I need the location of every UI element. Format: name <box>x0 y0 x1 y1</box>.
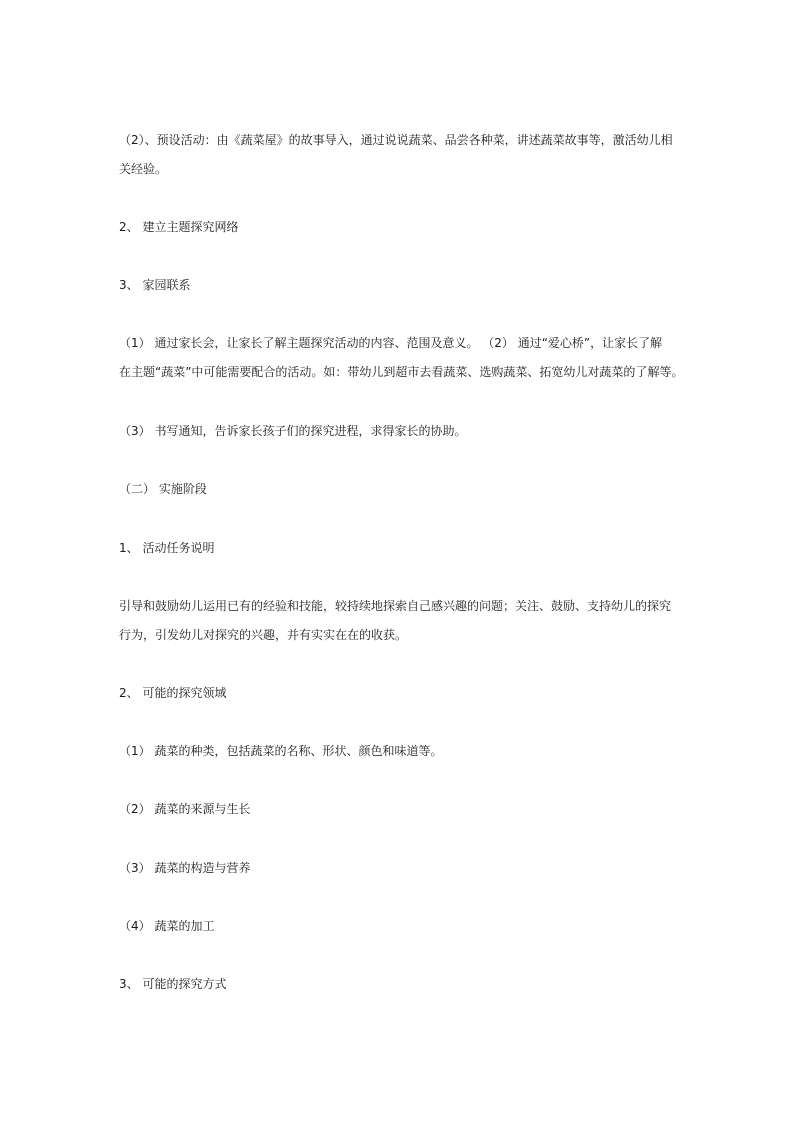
heading-exploration-areas <box>119 679 679 708</box>
text-line: 2、 可能的探究领域 <box>119 686 227 700</box>
text-line: （2） 蔬菜的来源与生长 <box>119 802 251 816</box>
text-line: （3） 书写通知，告诉家长孩子们的探究进程，求得家长的协助。 <box>119 424 467 438</box>
text-line: （1） 蔬菜的种类，包括蔬菜的名称、形状、颜色和味道等。 <box>119 744 443 758</box>
list-item-processing <box>119 912 679 941</box>
text-line: （1） 通过家长会，让家长了解主题探究活动的内容、范围及意义。 （2） 通过“爱心桥”，让家长了解 <box>119 336 663 350</box>
heading-implementation-stage <box>119 475 679 504</box>
text-line: 引导和鼓励幼儿运用已有的经验和技能，较持续地探索自己感兴趣的问题；关注、鼓励、支持幼儿的探究 <box>119 599 672 613</box>
heading-build-network <box>119 213 679 242</box>
text-line: （2）、预设活动：由《蔬菜屋》的故事导入，通过说说蔬菜、品尝各种菜，讲述蔬菜故事等，激活幼儿相 <box>119 133 673 147</box>
text-line: （3） 蔬菜的构造与营养 <box>119 861 251 875</box>
list-item-origin-growth <box>119 795 679 824</box>
paragraph-guidance <box>119 592 679 650</box>
text-line: 关经验。 <box>119 162 168 176</box>
paragraph-preset-activity <box>119 126 679 184</box>
text-line: （二） 实施阶段 <box>119 482 207 496</box>
heading-task-description <box>119 534 679 563</box>
list-item-vegetable-types <box>119 737 679 766</box>
list-item-structure-nutrition <box>119 854 679 883</box>
text-line: 1、 活动任务说明 <box>119 541 215 555</box>
text-line: 在主题“蔬菜”中可能需要配合的活动。如：带幼儿到超市去看蔬菜、选购蔬菜、拓宽幼儿对蔬菜的了解等。 <box>119 365 684 379</box>
heading-exploration-methods <box>119 970 679 999</box>
text-line: （4） 蔬菜的加工 <box>119 919 215 933</box>
text-line: 2、 建立主题探究网络 <box>119 220 239 234</box>
text-line: 3、 家园联系 <box>119 278 191 292</box>
paragraph-parent-meeting <box>119 329 684 387</box>
heading-home-school-contact <box>119 271 679 300</box>
paragraph-written-notice <box>119 417 679 446</box>
text-line: 3、 可能的探究方式 <box>119 977 227 991</box>
text-line: 行为，引发幼儿对探究的兴趣，并有实实在在的收获。 <box>119 628 408 642</box>
